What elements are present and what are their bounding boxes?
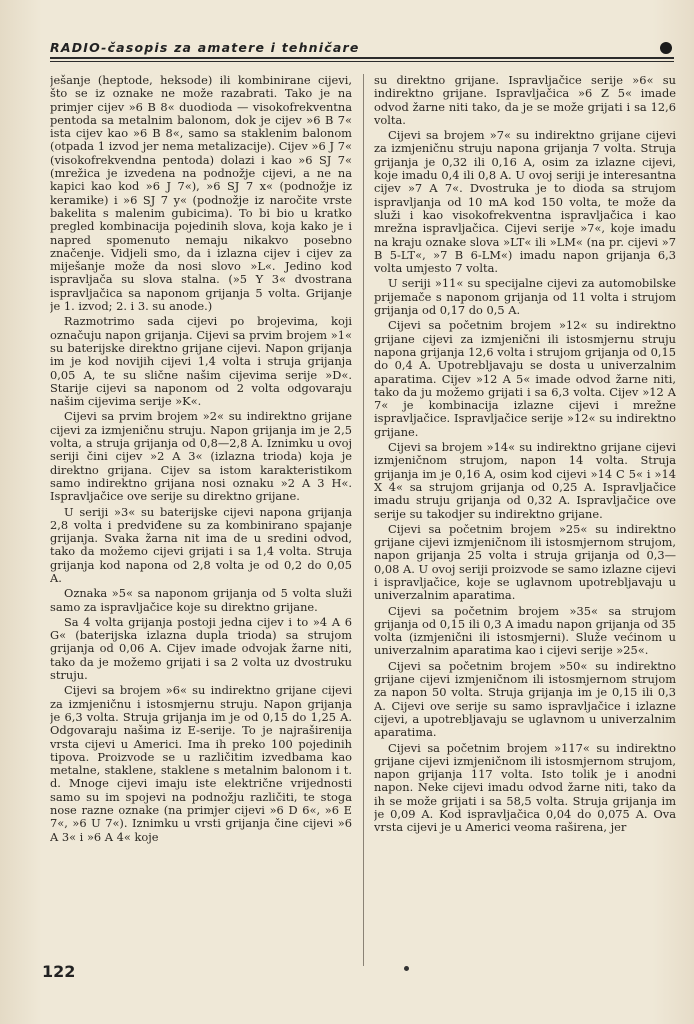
paragraph: Cijevi sa početnim brojem »12« su indirektno grijane cijevi za izmjenični ili istosmjernu struju napona grijanja 12,6 volta i strujom grijanja od 0,15 do 0,4 A. Upotrebljavaju se dosta u univerzalnim aparatima. Cijev »12 A 5« imade odvod žarne niti, tako da ju možemo grijati i sa 6,3 volta. Cijev »12 A 7« je kombinacija izlazne cijevi i mrežne ispravljačice. Ispravljačice serije »12« su indirektno grijane. — [374, 318, 676, 439]
running-title: RADIO-časopis za amatere i tehničare — [50, 40, 360, 55]
paragraph: Cijevi sa početnim brojem »25« su indirektno grijane cijevi izmjeničnom ili istosmjernom strujom, napon grijanja 25 volta i struja grijanja od 0,3—0,08 A. U ovoj seriji proizvode se samo izlazne cijevi i ispravljačice, koje se uglavnom upotrebljavaju u univerzalnim aparatima. — [374, 521, 676, 603]
paragraph: Cijevi sa početnim brojem »50« su indirektno grijane cijevi izmjeničnom ili istosmjernom strujom za napon 50 volta. Struja grijanja im je 0,15 ili 0,3 A. Cijevi ove serije su samo ispravljačice i izlazne cijevi, a upotrebljavaju se uglavnom u univerzalnim aparatima. — [374, 658, 676, 740]
paragraph: ješanje (heptode, heksode) ili kombinirane cijevi, što se iz oznake ne može razabrati. Tako je na primjer cijev »6 B 8« duodioda — visokofrekventna pentoda sa metalnim balonom, dok je cijev »6 B 7« ista cijev kao »6 B 8«, samo sa staklenim balonom (otpada 1 izvod jer nema metalizacije). Cijev »6 J 7« (visokofrekvendna pentoda) dolazi i kao »6 SJ 7« (mrežica je izvedena na podnožje cijevi, a ne na kapici kao kod »6 J 7«), »6 SJ 7 x« (podnožje iz keramike) i »6 SJ 7 y« (podnožje iz naročite vrste bakelita s malenim gubicima). To bi bio u kratko pregled kombinacija pojedinih slova, koja kako je i napred spomenuto nemaju nikakvo posebno značenje. Vidjeli smo, da i izlazna cijev i cijev za miješanje može da nosi slovo »L«. Jedino kod ispravljača su slova stalna. (»5 Y 3« dvostrana ispravljačica sa naponom grijanja 5 volta. Grijanje je 1. izvod; 2. i 3. su anode.) — [50, 74, 352, 314]
column-divider — [363, 74, 364, 966]
article-body — [50, 74, 680, 966]
paragraph: U seriji »3« su baterijske cijevi napona grijanja 2,8 volta i predviđene su za kombinirano spajanje grijanja. Svaka žarna nit ima de u sredini odvod, tako da možemo cijevi grijati i sa 1,4 volta. Struja grijanja kod napona od 2,8 volta je od 0,2 do 0,05 A. — [50, 504, 352, 585]
paragraph: Cijevi sa brojem »6« su indirektno grijane cijevi za izmjeničnu i istosmjernu struju. Napon grijanja je 6,3 volta. Struja grijanja im je od 0,15 do 1,25 A. Odgovaraju našima iz E-serije. To je najraširenija vrsta cijevi u Americi. Ima ih preko 100 pojedinih tipova. Proizvode se u različitim izvedbama kao metalne, staklene, staklene s metalnim balonom i t. d. Mnoge cijevi imaju iste električne vrijednosti samo su im spojevi na podnožju različiti, te stoga nose razne oznake (na primjer cijevi »6 D 6«, »6 E 7«, »6 U 7«). Iznimku u vrsti grijanja čine cijevi »6 A 3« i »6 A 4« koje — [50, 683, 352, 844]
paragraph: Razmotrimo sada cijevi po brojevima, koji označuju napon grijanja. Cijevi sa prvim brojem »1« su baterijske direktno grijane cijevi. Napon grijanja im je kod novijih cijevi 1,4 volta i struja grijanja 0,05 A, te su slične našim cijevima serije »D«. Starije cijevi sa naponom od 2 volta odgovaraju našim cijevima serije »K«. — [50, 314, 352, 409]
paragraph: Cijevi sa početnim brojem »35« sa strujom grijanja od 0,15 ili 0,3 A imadu napon grijanja od 35 volta (izmjenični ili istosmjerni). Služe većinom u univerzalnim aparatima kao i cijevi serije »25«. — [374, 603, 676, 658]
paragraph: Cijevi sa prvim brojem »2« su indirektno grijane cijevi za izmjeničnu struju. Napon grijanja im je 2,5 volta, a struja grijanja od 0,8—2,8 A. Iznimku u ovoj seriji čini cijev »2 A 3« (izlazna trioda) koja je direktno grijana. Cijev sa istom karakteristikom samo indirektno grijana nosi oznaku »2 A 3 H«. Ispravljačice ove serije su direktno grijane. — [50, 409, 352, 504]
paragraph: su direktno grijane. Ispravljačice serije »6« su indirektno grijane. Ispravljačica »6 Z 5« imade odvod žarne niti tako, da je se može grijati i sa 12,6 volta. — [374, 74, 676, 127]
right-column — [374, 74, 676, 966]
bottom-ornament-icon — [404, 966, 409, 971]
paragraph: Cijevi sa početnim brojem »117« su indirektno grijane cijevi izmjeničnom ili istosmjernom strujom, napon grijanja 117 volta. Isto tolik je i anodni napon. Neke cijevi imadu odvod žarne niti, tako da ih se može grijati i sa 58,5 volta. Struja grijanja im je 0,09 A. Kod ispravljačica 0,04 do 0,075 A. Ova vrsta cijevi je u Americi veoma raširena, jer — [374, 740, 676, 835]
paragraph: Cijevi sa brojem »14« su indirektno grijane cijevi izmjeničnom strujom, napon 14 volta. Struja grijanja im je 0,16 A, osim kod cijevi »14 C 5« i »14 X 4« sa strujom grijanja od 0,25 A. Ispravljačice imadu struju grijanja od 0,32 A. Ispravljačice ove serije su takodjer su indirektno grijane. — [374, 440, 676, 521]
paragraph: Oznaka »5« sa naponom grijanja od 5 volta služi samo za ispravljačice koje su direktno grijane. — [50, 586, 352, 614]
header-bullet-icon — [660, 42, 672, 54]
header-rule-thin — [50, 61, 674, 62]
page-number: 122 — [42, 962, 76, 981]
paragraph: Cijevi sa brojem »7« su indirektno grijane cijevi za izmjeničnu struju napona grijanja 7 volta. Struja grijanja je 0,32 ili 0,16 A, osim za izlazne cijevi, koje imadu 0,4 ili 0,8 A. U ovoj seriji je interesantna cijev »7 A 7«. Dvostruka je to dioda sa strujom ispravljanja od 10 mA kod 150 volta, te može da služi i kao visokofrekventna ispravljačica i kao mrežna ispravljačica. Cijevi serije »7«, koje imadu na kraju oznake slova »LT« ili »LM« (na pr. cijevi »7 B 5-LT«, »7 B 6-LM«) imadu napon grijanja 6,3 volta umjesto 7 volta. — [374, 128, 676, 276]
page-header — [50, 40, 674, 66]
paragraph: U seriji »11« su specijalne cijevi za automobilske prijemače s naponom grijanja od 11 volta i strujom grijanja od 0,17 do 0,5 A. — [374, 276, 676, 318]
header-rule — [50, 57, 674, 59]
paragraph: Sa 4 volta grijanja postoji jedna cijev i to »4 A 6 G« (baterijska izlazna dupla trioda) sa strujom grijanja od 0,06 A. Cijev imade odvojak žarne niti, tako da je možemo grijati i sa 2 volta uz dvostruku struju. — [50, 614, 352, 683]
left-column — [50, 74, 352, 966]
